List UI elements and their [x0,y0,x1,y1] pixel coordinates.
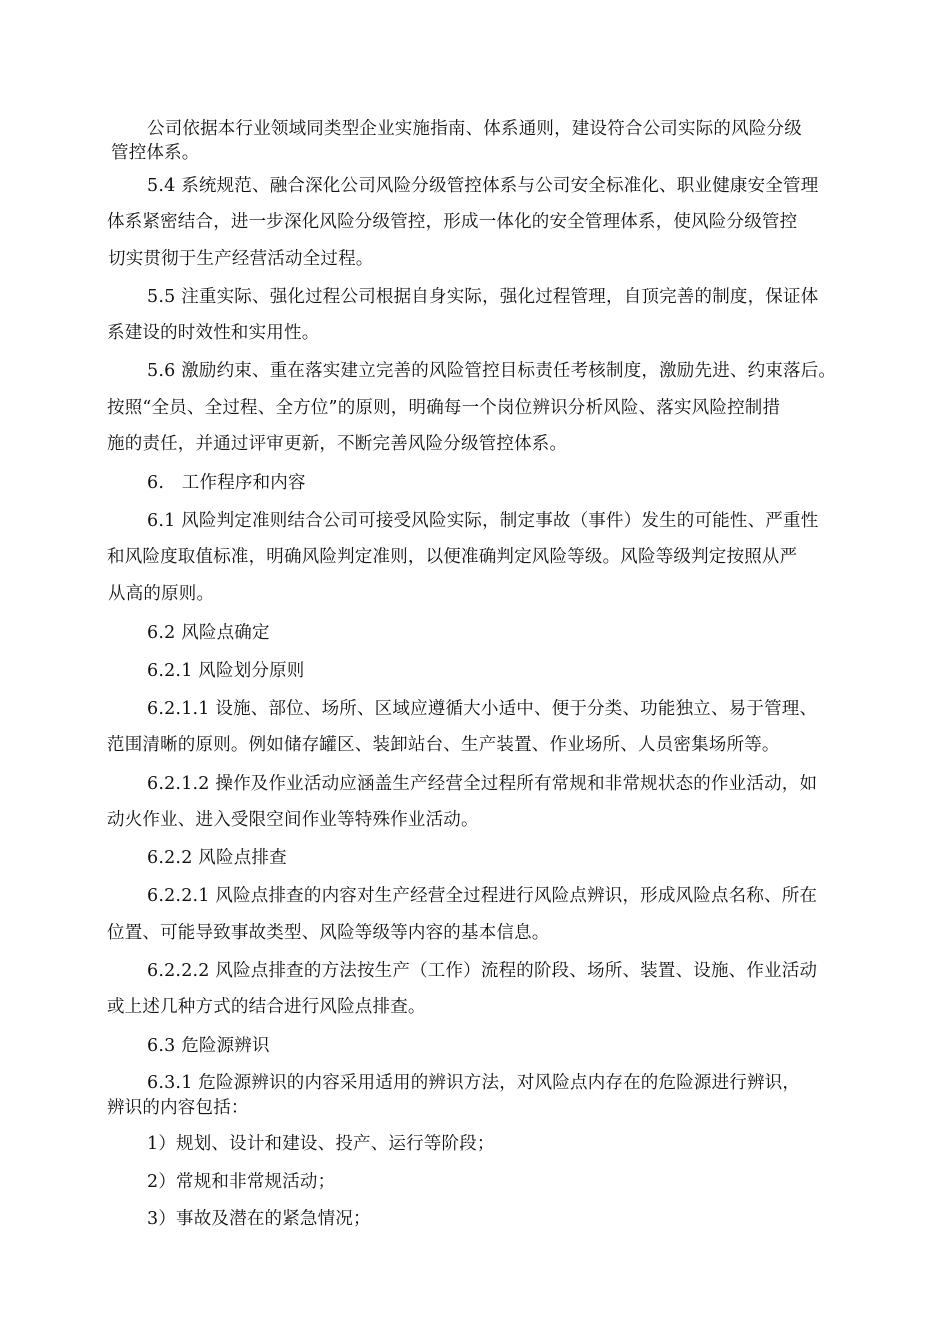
text-line: 6.2.2.1 风险点排查的内容对生产经营全过程进行风险点辨识，形成风险点名称、所在 [147,886,818,906]
text-line: 从高的原则。 [108,584,215,604]
section-heading: 6.2.2 风险点排查 [147,848,287,868]
section-heading: 6.3 危险源辨识 [147,1036,270,1056]
text-line: 5.5 注重实际、强化过程公司根据自身实际，强化过程管理，自顶完善的制度，保证体 [147,287,819,307]
text-line: 公司依据本行业领域同类型企业实施指南、体系通则，建设符合公司实际的风险分级 [147,119,802,139]
text-line: 按照“全员、全过程、全方位”的原则，明确每一个岗位辨识分析风险、落实风险控制措 [107,398,781,418]
text-line: 施的责任，并通过评审更新，不断完善风险分级管控体系。 [107,434,568,454]
section-heading: 6.2.1 风险划分原则 [147,661,305,681]
text-line: 6.2.1.1 设施、部位、场所、区域应遵循大小适中、便于分类、功能独立、易于管理、 [147,699,818,719]
text-line: 管控体系。 [111,143,200,163]
text-line: 6.2.1.2 操作及作业活动应涵盖生产经营全过程所有常规和非常规状态的作业活动，如 [147,774,818,794]
section-heading: 6. 工作程序和内容 [147,473,306,493]
section-heading: 6.2 风险点确定 [147,623,270,643]
text-line: 和风险度取值标准，明确风险判定准则，以便准确判定风险等级。风险等级判定按照从严 [107,547,798,567]
text-line: 5.6 激励约束、重在落实建立完善的风险管控目标责任考核制度，激励先进、约束落后。 [147,361,837,381]
text-line: 6.3.1 危险源辨识的内容采用适用的辨识方法，对风险点内存在的危险源进行辨识， [147,1073,801,1093]
text-line: 6.1 风险判定准则结合公司可接受风险实际，制定事故（事件）发生的可能性、严重性 [147,511,819,531]
text-line: 辨识的内容包括： [107,1098,249,1118]
list-item: 1）规划、设计和建设、投产、运行等阶段； [147,1134,495,1154]
list-item: 2）常规和非常规活动； [147,1172,336,1192]
text-line: 或上述几种方式的结合进行风险点排查。 [107,997,426,1017]
text-line: 体系紧密结合，进一步深化风险分级管控，形成一体化的安全管理体系，使风险分级管控 [107,212,798,232]
text-line: 6.2.2.2 风险点排查的方法按生产（工作）流程的阶段、场所、装置、设施、作业活动 [147,961,818,981]
text-line: 动火作业、进入受限空间作业等特殊作业活动。 [107,810,479,830]
text-line: 系建设的时效性和实用性。 [107,323,320,343]
text-line: 范围清晰的原则。例如储存罐区、装卸站台、生产装置、作业场所、人员密集场所等。 [107,735,780,755]
text-line: 切实贯彻于生产经营活动全过程。 [108,249,374,269]
text-line: 5.4 系统规范、融合深化公司风险分级管控体系与公司安全标准化、职业健康安全管理 [147,176,819,196]
list-item: 3）事故及潜在的紧急情况； [147,1209,371,1229]
text-line: 位置、可能导致事故类型、风险等级等内容的基本信息。 [107,923,550,943]
